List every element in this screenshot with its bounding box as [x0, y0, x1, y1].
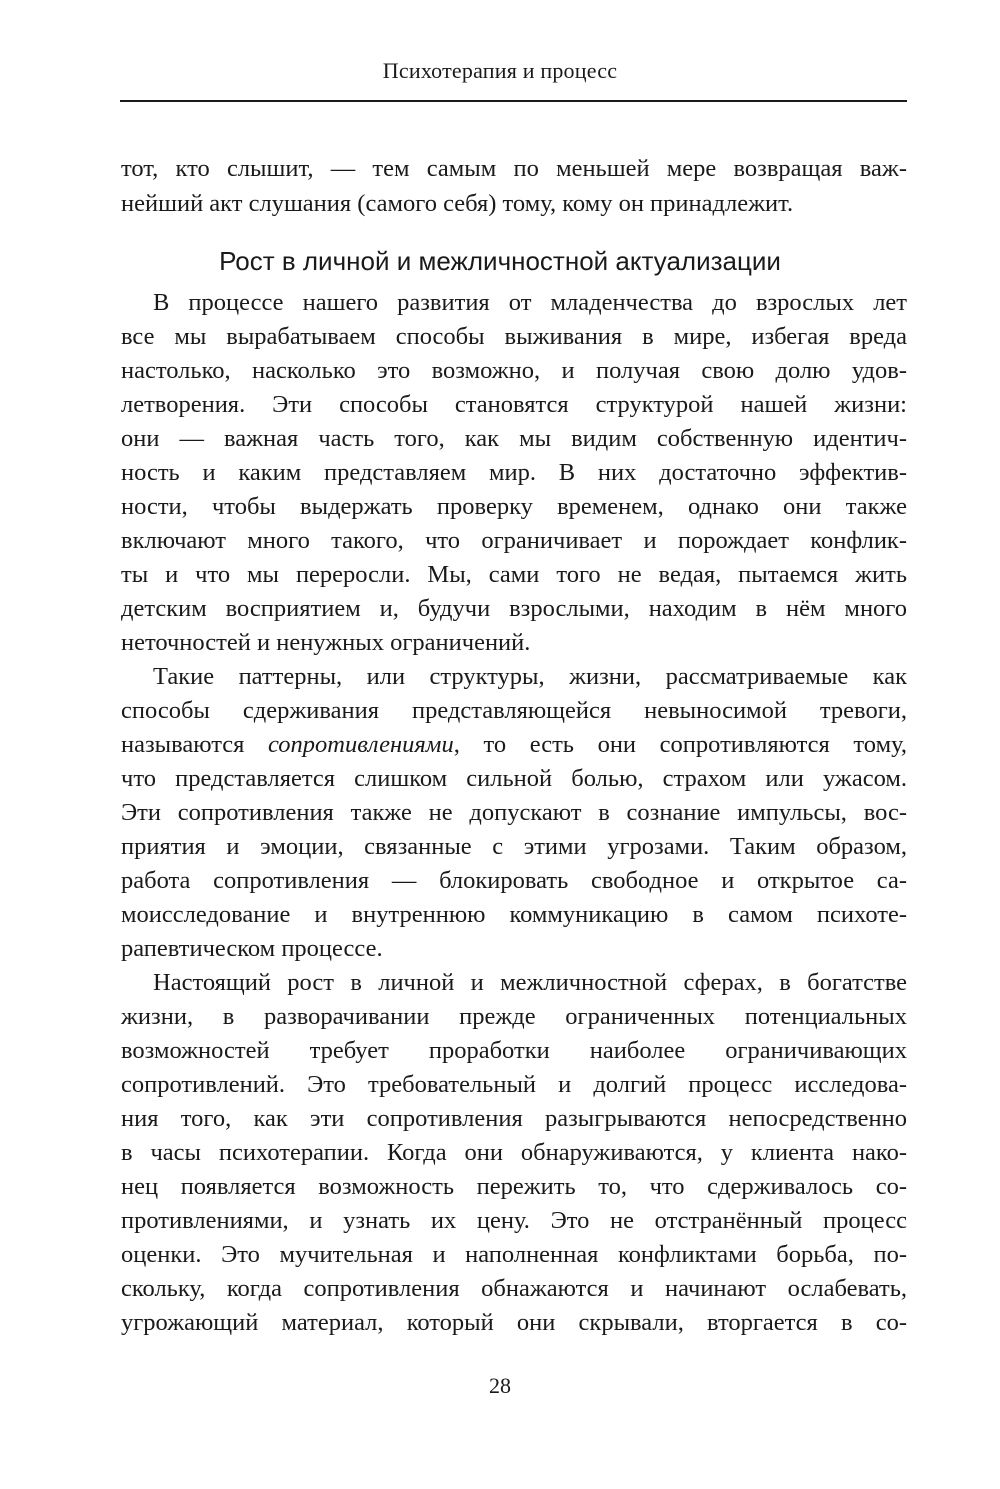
- text-line-with-emphasis: [121, 728, 907, 762]
- page-number: 28: [489, 1373, 511, 1398]
- text-line: жизни, в разворачивании прежде ограниченных потенциальных: [121, 1003, 907, 1030]
- text-line: приятия и эмоции, связанные с этими угрозами. Таким образом,: [121, 833, 907, 860]
- text-line: моисследование и внутреннюю коммуникацию в самом психоте-: [121, 901, 907, 928]
- text-line: сопротивлений. Это требовательный и долгий процесс исследова-: [121, 1071, 907, 1098]
- text-line: работа сопротивления — блокировать свободное и открытое са-: [121, 867, 907, 894]
- text-line: ность и каким представляем мир. В них достаточно эффектив-: [121, 459, 907, 486]
- text-line: нейший акт слушания (самого себя) тому, кому он принадлежит.: [121, 190, 794, 217]
- text-line: В процессе нашего развития от младенчества до взрослых лет: [153, 289, 907, 316]
- text-line: скольку, когда сопротивления обнажаются и начинают ослабевать,: [121, 1275, 907, 1302]
- text-line: Настоящий рост в личной и межличностной сферах, в богатстве: [153, 969, 907, 996]
- text-line: нец появляется возможность пережить то, что сдерживалось со-: [121, 1173, 907, 1200]
- text-line: Эти сопротивления также не допускают в сознание импульсы, вос-: [121, 799, 907, 826]
- text-line: летворения. Эти способы становятся структурой нашей жизни:: [121, 391, 907, 418]
- text-line: ния того, как эти сопротивления разыгрываются непосредственно: [121, 1105, 907, 1132]
- text-line: неточностей и ненужных ограничений.: [121, 629, 531, 656]
- text-line: способы сдерживания представляющейся невыносимой тревоги,: [121, 697, 907, 724]
- text-line: настолько, насколько это возможно, и получая свою долю удов-: [121, 357, 907, 384]
- text-line: оценки. Это мучительная и наполненная конфликтами борьба, по-: [121, 1241, 907, 1268]
- text-line: тот, кто слышит, — тем самым по меньшей мере возвращая важ-: [121, 155, 907, 182]
- text-line: что представляется слишком сильной болью, страхом или ужасом.: [121, 765, 907, 792]
- text-line: ности, чтобы выдержать проверку временем, однако они также: [121, 493, 907, 520]
- text-line: детским восприятием и, будучи взрослыми, находим в нём много: [121, 595, 907, 622]
- text-line: Такие паттерны, или структуры, жизни, рассматриваемые как: [153, 663, 907, 690]
- running-head: Психотерапия и процесс: [382, 58, 618, 83]
- text-line: угрожающий материал, который они скрывали, вторгается в со-: [121, 1309, 907, 1336]
- text-line: в часы психотерапии. Когда они обнаруживаются, у клиента нако-: [121, 1139, 907, 1166]
- text-line: они — важная часть того, как мы видим собственную идентич-: [121, 425, 907, 452]
- section-heading: Рост в личной и межличностной актуализации: [219, 246, 781, 276]
- text-run: , то есть они сопротивляются тому,: [453, 731, 907, 758]
- text-line: рапевтическом процессе.: [121, 935, 383, 962]
- text-line: возможностей требует проработки наиболее ограничивающих: [121, 1037, 907, 1064]
- text-line: включают много такого, что ограничивает и порождает конфлик-: [121, 527, 907, 554]
- text-run: называются: [121, 731, 268, 758]
- text-line: все мы вырабатываем способы выживания в мире, избегая вреда: [121, 323, 907, 350]
- text-line: ты и что мы переросли. Мы, сами того не ведая, пытаемся жить: [121, 561, 907, 588]
- header-rule: [120, 100, 907, 102]
- emphasis-term: сопротивлениями: [268, 731, 454, 758]
- text-line: противлениями, и узнать их цену. Это не отстранённый процесс: [121, 1207, 907, 1234]
